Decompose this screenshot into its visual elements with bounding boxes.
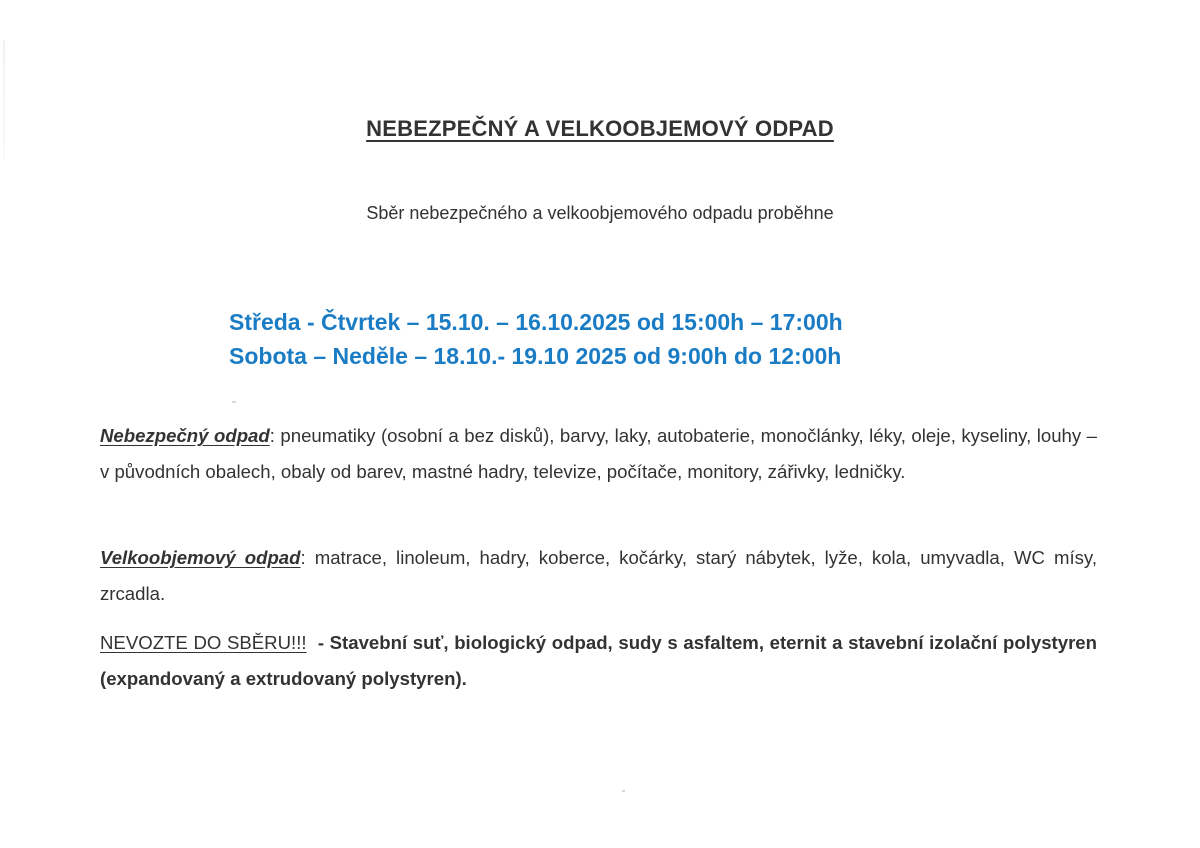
hazardous-waste-paragraph: [100, 418, 1097, 490]
collection-schedule: [229, 305, 843, 373]
scan-speck: [232, 401, 236, 403]
hazardous-waste-label: Nebezpečný odpad: [100, 425, 270, 446]
schedule-line-weekday: Středa - Čtvrtek – 15.10. – 16.10.2025 od 15:00h – 17:00h: [229, 309, 843, 335]
scan-edge-artifact: [3, 40, 5, 160]
document-subtitle: Sběr nebezpečného a velkoobjemového odpadu proběhne: [366, 203, 834, 223]
prohibited-warning-label: NEVOZTE DO SBĚRU!!!: [100, 632, 307, 653]
prohibited-items: - Stavební suť, biologický odpad, sudy s asfaltem, eternit a stavební izolační polystyren (expandovaný a extrudovaný polystyren).: [100, 632, 1103, 689]
document-title-text: NEBEZPEČNÝ A VELKOOBJEMOVÝ ODPAD: [366, 116, 834, 141]
hazardous-waste-items: : pneumatiky (osobní a bez disků), barvy, laky, autobaterie, monočlánky, léky, oleje, kyseliny, louhy – v původních obalech, obaly od barev, mastné hadry, televize, počítače, monitory, zářivky, ledničky.: [100, 425, 1097, 482]
bulky-waste-items: : matrace, linoleum, hadry, koberce, kočárky, starý nábytek, lyže, kola, umyvadla, WC mísy, zrcadla.: [100, 547, 1097, 604]
scan-speck: [622, 790, 625, 792]
bulky-waste-label: Velkoobjemový odpad: [100, 547, 301, 568]
bulky-waste-paragraph: [100, 540, 1097, 612]
document-title: [0, 116, 1200, 142]
schedule-line-weekend: Sobota – Neděle – 18.10.- 19.10 2025 od 9:00h do 12:00h: [229, 343, 842, 369]
prohibited-items-paragraph: [100, 625, 1103, 697]
